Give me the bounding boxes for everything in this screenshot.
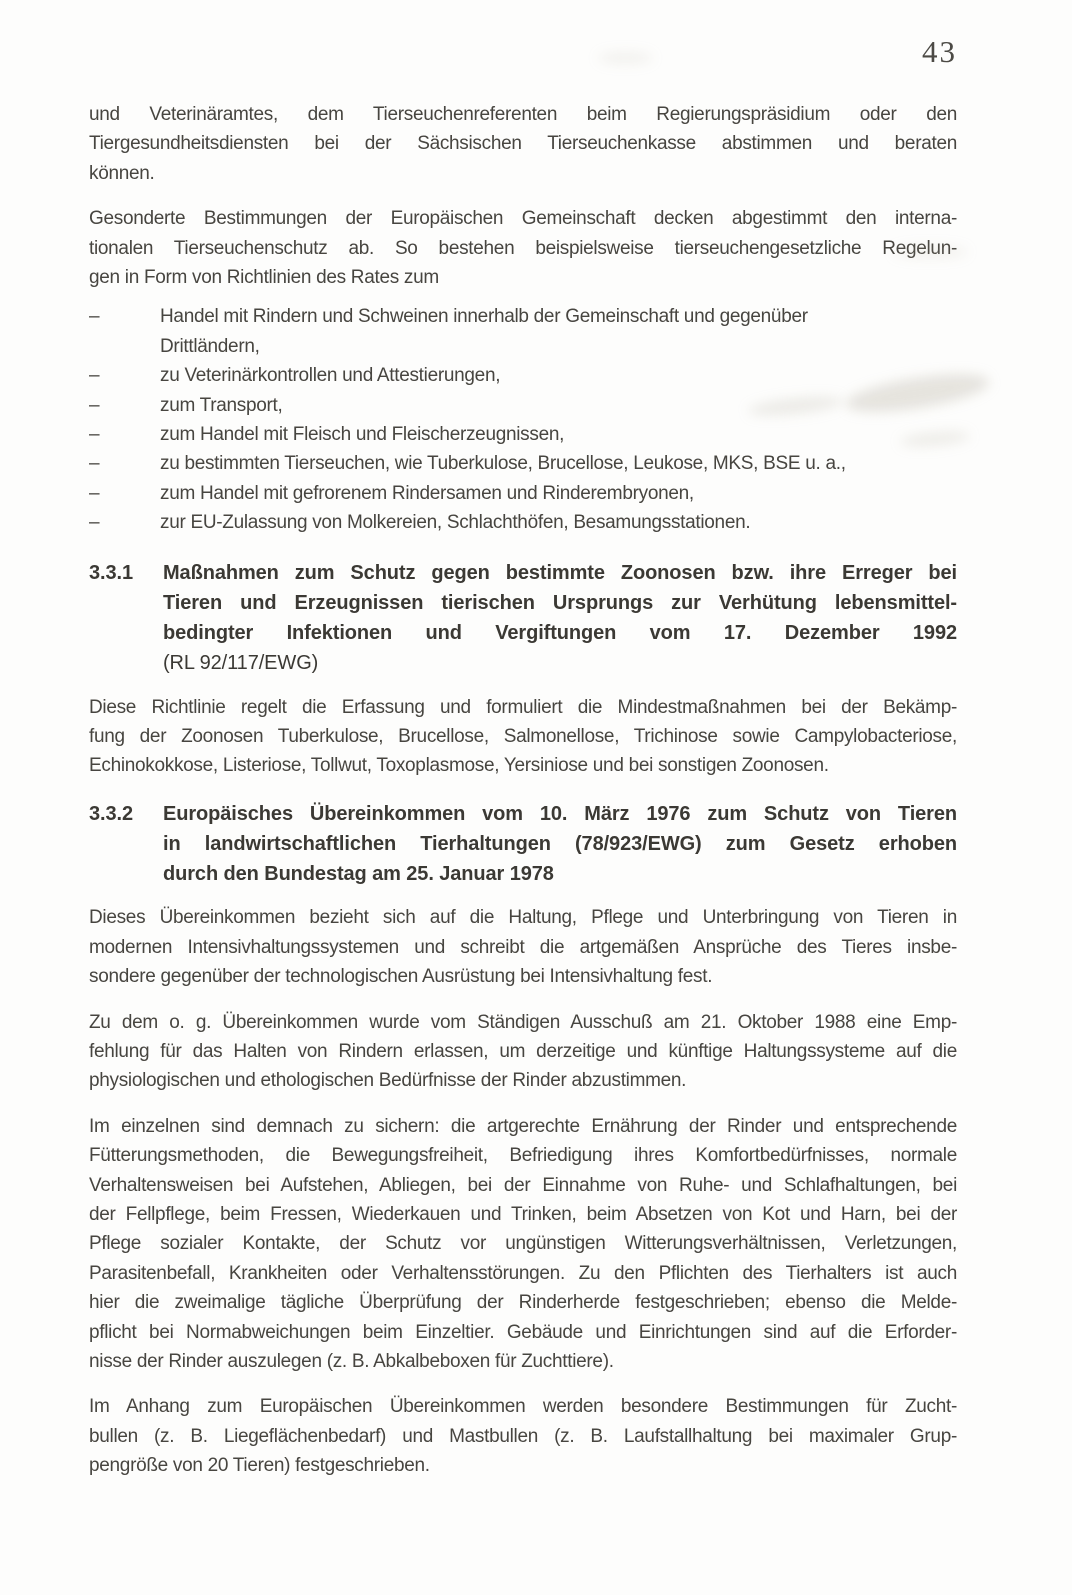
text-line: zum Transport, [160, 394, 283, 416]
list-item-text [160, 479, 957, 508]
list-item-text [160, 391, 957, 420]
text-line: zur EU-Zulassung von Molkereien, Schlachthöfen, Besamungsstationen. [160, 512, 751, 534]
text-line: Drittländern, [160, 335, 260, 357]
list-item [89, 302, 957, 361]
text-line: durch den Bundestag am 25. Januar 1978 [163, 863, 554, 886]
text-line: Im einzelnen sind demnach zu sichern: die artgerechte Ernährung der Rinder und entsprechende [89, 1115, 957, 1137]
list-item-text [160, 302, 957, 361]
dash-marker: – [89, 482, 100, 504]
text-line: zu bestimmten Tierseuchen, wie Tuberkulose, Brucellose, Leukose, MKS, BSE u. a., [160, 453, 846, 475]
text-line: Pflege sozialer Kontakte, der Schutz vor ungünstigen Witterungsverhältnissen, Verletzungen, [89, 1233, 957, 1255]
text-line: modernen Intensivhaltungssystemen und schreibt die artgemäßen Ansprüche des Tieres insbe- [89, 936, 957, 958]
paragraph-eu-provisions [89, 204, 957, 292]
text-line: zum Handel mit gefrorenem Rindersamen und Rinderembryonen, [160, 482, 694, 504]
text-line: Maßnahmen zum Schutz gegen bestimmte Zoonosen bzw. ihre Erreger bei [163, 561, 957, 584]
text-line: Gesonderte Bestimmungen der Europäischen Gemeinschaft decken abgestimmt den interna- [89, 208, 957, 230]
text-line: tionalen Tierseuchenschutz ab. So bestehen beispielsweise tierseuchengesetzliche Regelun- [89, 237, 957, 259]
text-line: bedingter Infektionen und Vergiftungen vom 17. Dezember 1992 [163, 622, 957, 645]
dash-marker: – [89, 394, 100, 416]
text-line: Diese Richtlinie regelt die Erfassung und formuliert die Mindestmaßnahmen bei der Bekämp- [89, 696, 957, 718]
text-line: können. [89, 162, 155, 184]
paragraph-richtlinie-zoonosen [89, 693, 957, 781]
text-line: in landwirtschaftlichen Tierhaltungen (78/923/EWG) zum Gesetz erhoben [163, 832, 957, 855]
text-line: Dieses Übereinkommen bezieht sich auf die Haltung, Pflege und Unterbringung von Tieren in [89, 907, 957, 929]
paragraph-anhang-bullen [89, 1392, 957, 1480]
dash-marker: – [89, 306, 100, 328]
text-line: Fütterungsmethoden, die Bewegungsfreiheit, Befriedigung ihres Komfortbedürfnisses, normale [89, 1145, 957, 1167]
list-item [89, 391, 957, 420]
text-line: Im Anhang zum Europäischen Übereinkommen werden besondere Bestimmungen für Zucht- [89, 1396, 957, 1418]
text-line: Tieren und Erzeugnissen tierischen Ursprungs zur Verhütung lebensmittel- [163, 591, 957, 614]
text-line: Europäisches Übereinkommen vom 10. März 1976 zum Schutz von Tieren [163, 802, 957, 825]
text-line: bullen (z. B. Liegeflächenbedarf) und Mastbullen (z. B. Laufstallhaltung bei maximaler Grup- [89, 1425, 957, 1447]
dash-marker: – [89, 365, 100, 387]
directives-list [89, 302, 957, 537]
text-line: gen in Form von Richtlinien des Rates zum [89, 267, 439, 289]
dash-marker: – [89, 512, 100, 534]
text-line: (RL 92/117/EWG) [163, 652, 319, 675]
section-number: 3.3.1 [89, 561, 133, 584]
text-line: nisse der Rinder auszulegen (z. B. Abkalbeboxen für Zuchttiere). [89, 1351, 614, 1373]
paragraph-veterinary-coordination [89, 100, 957, 188]
text-line: der Fellpflege, beim Fressen, Wiederkauen und Trinken, beim Absetzen von Kot und Harn, bei der [89, 1203, 957, 1225]
text-line: zu Veterinärkontrollen und Attestierungen, [160, 365, 501, 387]
list-item [89, 361, 957, 390]
text-line: Handel mit Rindern und Schweinen innerhalb der Gemeinschaft und gegenüber [160, 306, 808, 328]
text-line: Zu dem o. g. Übereinkommen wurde vom Ständigen Ausschuß am 21. Oktober 1988 eine Emp- [89, 1011, 957, 1033]
list-item-text [160, 449, 957, 478]
dash-marker: – [89, 424, 100, 446]
text-line: pflicht bei Normabweichungen beim Einzeltier. Gebäude und Einrichtungen sind auf die Erforder- [89, 1321, 957, 1343]
list-item [89, 508, 957, 537]
list-item [89, 420, 957, 449]
text-line: physiologischen und ethologischen Bedürfnisse der Rinder abzustimmen. [89, 1070, 687, 1092]
list-item [89, 449, 957, 478]
section-heading-3-3-2 [89, 799, 957, 890]
paragraph-uebereinkommen-haltung [89, 903, 957, 991]
text-line: Verhaltensweisen bei Aufstehen, Abliegen, bei der Einnahme von Ruhe- und Schlafhaltungen, bei [89, 1174, 957, 1196]
text-line: Tiergesundheitsdiensten bei der Sächsischen Tierseuchenkasse abstimmen und beraten [89, 133, 957, 155]
text-line: Parasitenbefall, Krankheiten oder Verhaltensstörungen. Zu den Pflichten des Tierhalters ist auch [89, 1262, 957, 1284]
dash-marker: – [89, 453, 100, 475]
text-line: fehlung für das Halten von Rindern erlassen, um derzeitige und künftige Haltungssysteme auf die [89, 1040, 957, 1062]
text-line: fung der Zoonosen Tuberkulose, Brucellose, Salmonellose, Trichinose sowie Campylobacteriose, [89, 725, 957, 747]
paragraph-empfehlung-rinder [89, 1008, 957, 1096]
section-heading-3-3-1 [89, 558, 957, 679]
section-title [163, 558, 957, 679]
list-item-text [160, 420, 957, 449]
text-line: pengröße von 20 Tieren) festgeschrieben. [89, 1455, 430, 1477]
section-number: 3.3.2 [89, 802, 133, 825]
list-item-text [160, 508, 957, 537]
list-item-text [160, 361, 957, 390]
list-item [89, 479, 957, 508]
text-line: und Veterinäramtes, dem Tierseuchenreferenten beim Regierungspräsidium oder den [89, 104, 957, 125]
text-line: zum Handel mit Fleisch und Fleischerzeugnissen, [160, 424, 565, 446]
page-number: 43 [922, 34, 957, 69]
text-line: hier die zweimalige tägliche Überprüfung der Rinderherde festgeschrieben; ebenso die Melde- [89, 1292, 957, 1314]
text-line: Echinokokkose, Listeriose, Tollwut, Toxoplasmose, Yersiniose und bei sonstigen Zoonosen. [89, 755, 829, 777]
section-title [163, 799, 957, 890]
text-line: sondere gegenüber der technologischen Ausrüstung bei Intensivhaltung fest. [89, 966, 713, 988]
paragraph-im-einzelnen [89, 1112, 957, 1377]
page-body [89, 100, 957, 1497]
